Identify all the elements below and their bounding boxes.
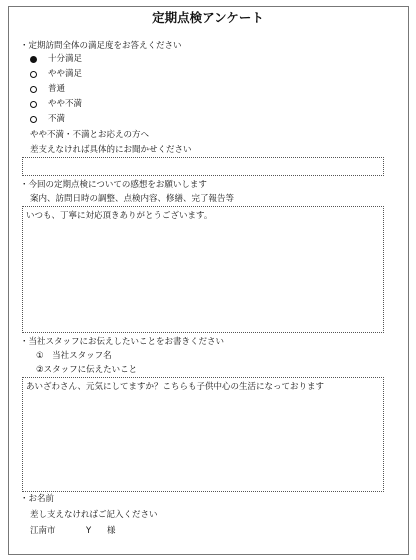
name-hint: 差し支えなければご記入ください (30, 510, 158, 520)
inspection-feedback-field[interactable] (22, 206, 384, 333)
staff-message-label: ②スタッフに伝えたいこと (36, 365, 138, 375)
radio-dissatisfied[interactable] (30, 116, 37, 123)
inspection-feedback-hint: 案内、訪問日時の調整、点検内容、修繕、完了報告等 (30, 194, 235, 204)
option-label-neutral: 普通 (48, 84, 66, 94)
staff-message-text: あいざわさん、元気にしてますか？こちらも子供中心の生活になっております (26, 382, 325, 392)
dissatisfied-note: やや不満・不満とお応えの方へ (30, 130, 150, 140)
staff-message-field[interactable] (22, 377, 384, 492)
inspection-feedback-heading: ・今回の定期点検についての感想をお願いします (20, 180, 207, 190)
name-initial: Y (86, 526, 92, 536)
inspection-feedback-text: いつも、丁寧に対応頂きありがとうございます。 (26, 211, 213, 221)
option-label-somewhat-dissatisfied: やや不満 (48, 99, 83, 109)
dissatisfaction-details-field[interactable] (22, 157, 384, 176)
radio-somewhat-dissatisfied[interactable] (30, 101, 37, 108)
radio-somewhat-satisfied[interactable] (30, 71, 37, 78)
name-honorific: 様 (107, 526, 116, 536)
radio-neutral[interactable] (30, 86, 37, 93)
details-request: 差支えなければ具体的にお聞かせください (30, 145, 192, 155)
name-heading: ・お名前 (20, 494, 55, 504)
form-title: 定期点検アンケート (152, 10, 264, 25)
option-label-very-satisfied: 十分満足 (48, 54, 83, 64)
name-city: 江南市 (30, 526, 56, 536)
option-label-dissatisfied: 不満 (48, 114, 66, 124)
option-label-somewhat-satisfied: やや満足 (48, 69, 83, 79)
radio-very-satisfied[interactable] (30, 56, 37, 63)
staff-message-heading: ・当社スタッフにお伝えしたいことをお書きください (20, 337, 225, 347)
satisfaction-heading: ・定期訪問全体の満足度をお答えください (20, 41, 182, 51)
staff-name-label: ① 当社スタッフ名 (36, 351, 112, 361)
